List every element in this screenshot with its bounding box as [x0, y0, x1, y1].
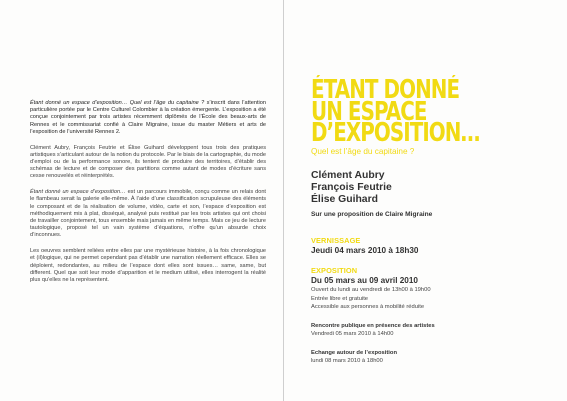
event-title: Rencontre publique en présence des artistes — [311, 322, 435, 329]
intro-title: Étant donné un espace d’exposition… Quel est l’âge du capitaine ? — [30, 100, 205, 106]
description-paragraph — [30, 189, 266, 239]
artist-name: François Feutrie — [311, 181, 392, 193]
admission-info: Entrée libre et gratuite — [311, 295, 369, 302]
exhibition-subtitle: Quel est l’âge du capitaine ? — [311, 146, 415, 156]
artist-name: Clément Aubry — [311, 169, 385, 181]
event-date: lundi 08 mars 2010 à 18h00 — [311, 358, 383, 365]
event-title: Echange autour de l’exposition — [311, 349, 397, 356]
title-line-1: ÉTANT DONNÉ — [311, 75, 460, 105]
exposition-date: Du 05 mars au 09 avril 2010 — [311, 276, 418, 286]
description-text: est un parcours immobile, conçu comme un relais dont le flambeau serait la galerie elle-même. À l’aide d’une classification scrupuleuse des éléments le composant et de la réalisation de volume, vidéo, carte et son, l’espace d’exposition est méthodiquement mis à plat, disséqué, analysé puis restitué par les trois artistes qui ont choisi de travailler conjointement, tous ensemble mais jamais en même temps. Mais ce jeu de lecture tautologique, proposé tel un vain système d’équations, n’offre qu’un absurde choix d’inconnues. — [30, 189, 266, 239]
intro-paragraph — [30, 100, 266, 136]
artist-list — [311, 170, 556, 207]
left-page-text — [30, 100, 266, 293]
right-page — [311, 75, 556, 366]
page-fold — [283, 0, 284, 401]
opening-hours: Ouvert du lundi au vendredi de 13h00 à 19h00 — [311, 287, 431, 294]
artists-paragraph: Clément Aubry, François Feutrie et Élise Guihard développent tous trois des pratiques artistiques s’articulant autour de la notion du protocole. Par le biais de la cartographie, du mode d’emploi ou de la performance sonore, ils tentent de produire des territoires, d’établir des schémas de lecture et de composer des partitions comme autant de modes d’écriture sans cesse renouvelés et réinterprétés. — [30, 144, 267, 180]
artist-name: Élise Guihard — [311, 193, 378, 205]
curator-credit: Sur une proposition de Claire Migraine — [311, 211, 433, 219]
intro-text: s’inscrit dans l’attention particulière portée par le Centre Culturel Colombier à la création émergente. L’exposition a été conçue conjointement par trois artistes récemment diplômés de l’École des beaux-arts de Rennes et le commissariat confié à Claire Migraine, issue du master Métiers et arts de l’exposition de l’université Rennes 2. — [30, 100, 266, 135]
exposition-info — [311, 286, 556, 312]
exposition-label: EXPOSITION — [311, 266, 358, 276]
title-line-2: UN ESPACE — [311, 96, 427, 127]
event-date: Vendredi 05 mars 2010 à 14h00 — [311, 331, 394, 338]
description-title: Étant donné un espace d’exposition… — [30, 189, 126, 196]
vernissage-label: VERNISSAGE — [311, 236, 361, 246]
accessibility-info: Accessible aux personnes à mobilité réduite — [311, 304, 425, 311]
works-paragraph: Les oeuvres semblent reliées entre elles par une mystérieuse histoire, à la fois chronologique et (il)logique, qui ne permet cependant pas d’établir une narration réellement efficace. Elles se déploient, redondantes, au milieu de l’espace dont elles sont issues… same, same, but different. Quel que soit leur mode d’apparition et le medium utilisé, elles interrogent la réalité plus qu’elles ne la représentent. — [30, 248, 266, 284]
vernissage-date: Jeudi 04 mars 2010 à 18h30 — [311, 246, 419, 256]
exhibition-title — [311, 75, 502, 148]
title-line-3: D’EXPOSITION… — [311, 118, 480, 148]
